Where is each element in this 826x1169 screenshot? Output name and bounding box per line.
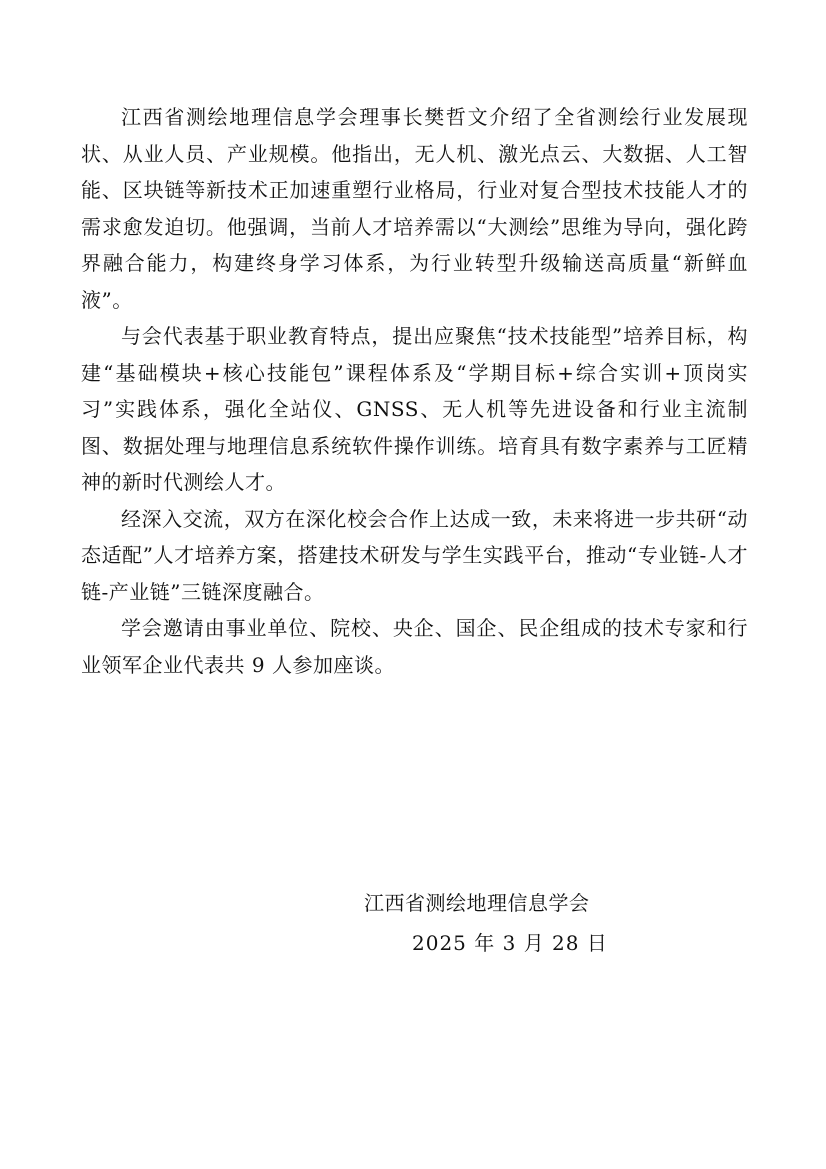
paragraph-1: 江西省测绘地理信息学会理事长樊哲文介绍了全省测绘行业发展现状、从业人员、产业规模。他指出，无人机、激光点云、大数据、人工智能、区块链等新技术正加速重塑行业格局，行业对复合型技术技能人才的需求愈发迫切。他强调，当前人才培养需以“大测绘”思维为导向，强化跨界融合能力，构建终身学习体系，为行业转型升级输送高质量“新鲜血液”。: [81, 105, 748, 312]
paragraph-3: 经深入交流，双方在深化校会合作上达成一致，未来将进一步共研“动态适配”人才培养方案，搭建技术研发与学生实践平台，推动“专业链-人才链-产业链”三链深度融合。: [81, 506, 748, 604]
document-body: [81, 99, 748, 683]
signature-date: 2025 年 3 月 28 日: [412, 931, 608, 955]
paragraph-4: 学会邀请由事业单位、院校、央企、国企、民企组成的技术专家和行业领军企业代表共 9 人参加座谈。: [81, 616, 748, 677]
signature-block: [364, 883, 664, 963]
paragraph-2: 与会代表基于职业教育特点，提出应聚焦“技术技能型”培养目标，构建“基础模块+核心技能包”课程体系及“学期目标+综合实训+顶岗实习”实践体系，强化全站仪、GNSS、无人机等先进设备和行业主流制图、数据处理与地理信息系统软件操作训练。培育具有数字素养与工匠精神的新时代测绘人才。: [81, 324, 748, 494]
signature-organization: 江西省测绘地理信息学会: [364, 891, 590, 915]
